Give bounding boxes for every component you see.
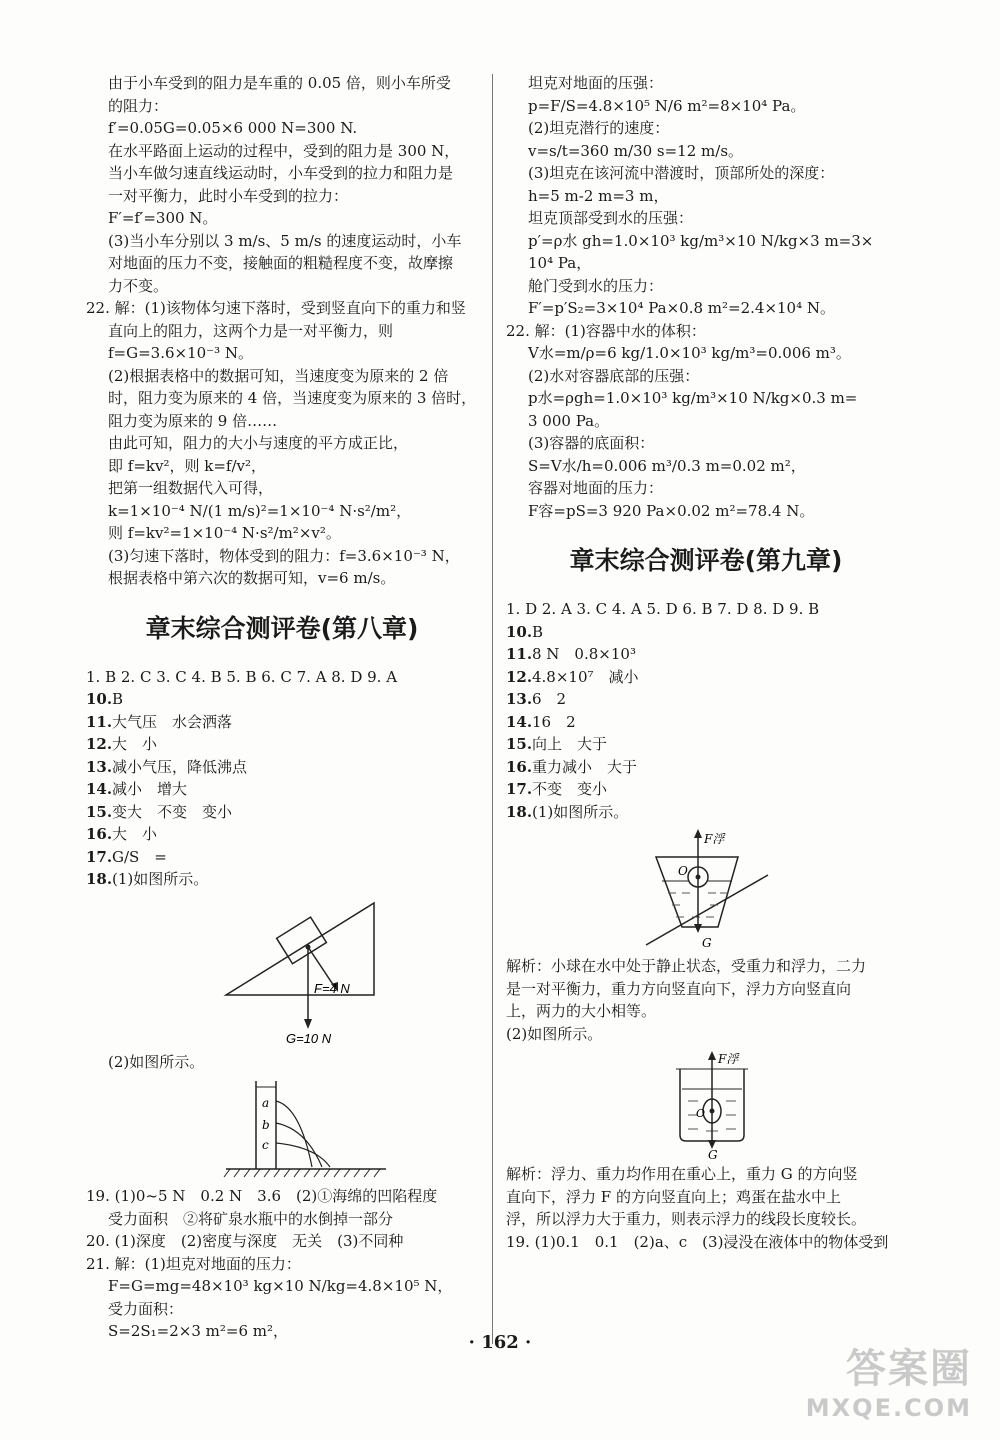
- figure-egg-in-beaker: [506, 1049, 906, 1159]
- answer-text: 16 2: [532, 712, 576, 731]
- answer-text: (1)如图所示。: [532, 802, 629, 821]
- answer-number: 10.: [506, 622, 533, 641]
- answer-text: G/S =: [112, 847, 167, 866]
- solution-line: F=G=mg=48×10³ kg×10 N/kg=4.8×10⁵ N，: [108, 1277, 453, 1295]
- solution-line: 受力面积：: [108, 1299, 184, 1318]
- answer-number: 14.: [86, 780, 113, 798]
- solution-line: 由于小车受到的阻力是车重的 0.05 倍，则小车所受: [108, 74, 451, 92]
- watermark-line1: 答案圈: [846, 1346, 972, 1392]
- analysis-1: [506, 955, 906, 1045]
- answer-number: 11.: [506, 645, 533, 663]
- analysis-line: 19. (1)0.1 0.1 (2)a、c (3)浸没在液体中的物体受到: [506, 1232, 889, 1251]
- solution-line: V水=m/ρ=6 kg/1.0×10³ kg/m³=0.006 m³。: [528, 344, 851, 362]
- solution-line: (3)当小车分别以 3 m/s、5 m/s 的速度运动时，小车: [108, 231, 462, 250]
- solution-line: 时，阻力变为原来的 4 倍，当速度变为原来的 3 倍时，: [108, 389, 477, 407]
- watermark-line2: MXQE.COM: [805, 1394, 972, 1422]
- answer-number: 16.: [506, 757, 533, 776]
- solution-line: (2)坦克潜行的速度：: [528, 119, 670, 137]
- answer-item: [506, 756, 906, 779]
- answer-item: [86, 823, 478, 846]
- hole-c-label: c: [262, 1138, 269, 1152]
- column-divider: [492, 74, 493, 1344]
- answer-item: [506, 778, 906, 801]
- page-number: · 162 ·: [468, 1332, 532, 1353]
- solution-line: 对地面的压力不变，接触面的粗糙程度不变，故摩擦: [108, 254, 454, 272]
- answer-text: 向上 大于: [532, 735, 608, 753]
- solution-line: F′=p′S₂=3×10⁴ Pa×0.8 m²=2.4×10⁴ N。: [528, 299, 836, 317]
- solution-line: 直向上的阻力，这两个力是一对平衡力，则: [108, 321, 394, 340]
- q18-part2-label: (2)如图所示。: [108, 1052, 205, 1071]
- figure-incline-block: [86, 895, 478, 1047]
- solution-line: 则 f=kv²=1×10⁻⁴ N·s²/m²×v²。: [108, 524, 341, 542]
- answer-number: 17.: [506, 780, 533, 798]
- answer-item: [86, 756, 478, 779]
- answer-text: 减小气压，降低沸点: [112, 757, 248, 776]
- force-f-label: F=4 N: [314, 980, 350, 996]
- solution-line: (2)水对容器底部的压强：: [528, 366, 700, 385]
- answer-text: B: [112, 690, 124, 708]
- answer-item: [506, 621, 906, 644]
- answer-text: 大 小: [112, 825, 158, 843]
- solution-line: h=5 m-2 m=3 m，: [528, 186, 669, 205]
- answer-number: 15.: [86, 802, 113, 821]
- answer-number: 13.: [506, 690, 533, 708]
- answer-number: 12.: [86, 735, 113, 753]
- analysis-line: 解析：浮力、重力均作用在重心上，重力 G 的方向竖: [506, 1165, 858, 1183]
- answer-item: [86, 733, 478, 756]
- solution-line: 即 f=kv²，则 k=f/v²，: [108, 456, 266, 475]
- solution-line: p′=ρ水 gh=1.0×10³ kg/m³×10 N/kg×3 m=3×: [528, 231, 874, 250]
- buoyancy-label: F浮: [704, 832, 725, 846]
- analysis-line: 浮，所以浮力大于重力，则表示浮力的线段长度较长。: [506, 1210, 867, 1228]
- solution-line: F′=f′=300 N。: [108, 209, 218, 227]
- analysis-line: 直向下，浮力 F 的方向竖直向上；鸡蛋在盐水中上: [506, 1187, 841, 1206]
- solution-line: 根据表格中第六次的数据可知，v=6 m/s。: [108, 569, 396, 587]
- solution-line: p水=ρgh=1.0×10³ kg/m³×10 N/kg×0.3 m=: [528, 389, 858, 407]
- answer-item: [86, 711, 478, 734]
- answer-number: 15.: [506, 735, 533, 753]
- solution-line: f=G=3.6×10⁻³ N。: [108, 344, 254, 362]
- figure-water-container: [86, 1077, 478, 1181]
- gravity-g-label: G: [702, 936, 712, 950]
- answer-item: [506, 688, 906, 711]
- solution-line: 21. 解：(1)坦克对地面的压力：: [86, 1254, 301, 1273]
- solution-line: 容器对地面的压力：: [528, 479, 664, 497]
- force-g-label: G=10 N: [286, 1030, 332, 1046]
- analysis-line: 上，两力的大小相等。: [506, 1002, 657, 1020]
- center-o-label: O: [678, 864, 688, 878]
- section-title-chapter9: 章末综合测评卷(第九章): [569, 546, 843, 575]
- solution-line: S=2S₁=2×3 m²=6 m²，: [108, 1322, 289, 1340]
- answers-list-chapter8: [86, 688, 478, 891]
- hole-b-label: b: [262, 1118, 270, 1132]
- answer-item: [506, 643, 906, 666]
- answer-number: 13.: [86, 757, 113, 776]
- solution-line: (2)根据表格中的数据可知，当速度变为原来的 2 倍: [108, 366, 449, 385]
- answers-list-chapter9: [506, 621, 906, 824]
- solution-line: 3 000 Pa。: [528, 411, 610, 430]
- analysis-line: (2)如图所示。: [506, 1024, 603, 1043]
- left-tail-text: [86, 1185, 478, 1343]
- answer-text: 6 2: [532, 690, 567, 708]
- solution-line: (3)匀速下落时，物体受到的阻力：f=3.6×10⁻³ N，: [108, 546, 460, 565]
- solution-line: 一对平衡力，此时小车受到的拉力：: [108, 186, 349, 205]
- answer-number: 18.: [86, 870, 113, 888]
- analysis-2: [506, 1163, 906, 1253]
- mc-answers-chapter9: 1. D 2. A 3. C 4. A 5. D 6. B 7. D 8. D 9. B: [506, 600, 820, 618]
- solution-line: 坦克对地面的压强：: [528, 74, 664, 92]
- solution-line: 把第一组数据代入可得，: [108, 479, 274, 497]
- solution-line: 受力面积 ②将矿泉水瓶中的水倒掉一部分: [108, 1209, 394, 1228]
- answer-number: 12.: [506, 667, 533, 686]
- answer-number: 17.: [86, 847, 113, 866]
- answer-item: [506, 801, 906, 824]
- answer-number: 11.: [86, 712, 113, 731]
- solution-line: 力不变。: [108, 276, 169, 295]
- solution-line: S=V水/h=0.006 m³/0.3 m=0.02 m²，: [528, 456, 806, 475]
- solution-line: F容=pS=3 920 Pa×0.02 m²=78.4 N。: [528, 501, 815, 520]
- solution-line: 坦克顶部受到水的压强：: [528, 209, 694, 227]
- solution-line: 的阻力：: [108, 96, 169, 115]
- buoyancy-label-2: F浮: [718, 1052, 739, 1066]
- solution-line: 在水平路面上运动的过程中，受到的阻力是 300 N，: [108, 141, 460, 160]
- answer-text: 不变 变小: [532, 780, 608, 798]
- solution-line: (3)坦克在该河流中潜渡时，顶部所处的深度：: [528, 164, 835, 182]
- answer-item: [506, 711, 906, 734]
- solution-line: 舱门受到水的压力：: [528, 276, 664, 295]
- answer-item: [86, 801, 478, 824]
- section-title-chapter8: 章末综合测评卷(第八章): [145, 613, 419, 643]
- answer-text: 大 小: [112, 735, 158, 753]
- hole-a-label: a: [262, 1096, 270, 1110]
- answer-number: 10.: [86, 690, 113, 708]
- solution-line: 22. 解：(1)该物体匀速下落时，受到竖直向下的重力和竖: [86, 299, 466, 317]
- answer-item: [86, 868, 478, 891]
- solution-line: 10⁴ Pa，: [528, 254, 592, 272]
- right-top-text: [506, 72, 906, 522]
- solution-line: (3)容器的底面积：: [528, 434, 655, 452]
- solution-line: 由此可知，阻力的大小与速度的平方成正比，: [108, 434, 409, 452]
- solution-line: k=1×10⁻⁴ N/(1 m/s)²=1×10⁻⁴ N·s²/m²，: [108, 501, 412, 520]
- solution-line: v=s/t=360 m/30 s=12 m/s。: [528, 141, 744, 160]
- answer-number: 18.: [506, 802, 533, 821]
- solution-line: 19. (1)0~5 N 0.2 N 3.6 (2)①海绵的凹陷程度: [86, 1187, 438, 1205]
- solution-line: 阻力变为原来的 9 倍……: [108, 411, 278, 430]
- right-column: [506, 72, 906, 1253]
- answer-text: 变大 不变 变小: [112, 802, 233, 821]
- answer-text: 4.8×10⁷ 减小: [532, 667, 639, 686]
- analysis-line: 是一对平衡力，重力方向竖直向下，浮力方向竖直向: [506, 979, 852, 998]
- answer-text: 8 N 0.8×10³: [532, 645, 636, 663]
- left-column: [86, 72, 478, 1343]
- watermark-logo: [806, 1337, 972, 1422]
- answer-text: 重力减小 大于: [532, 757, 638, 776]
- answer-number: 16.: [86, 825, 113, 843]
- answer-text: (1)如图所示。: [112, 870, 209, 888]
- gravity-g-label-2: G: [708, 1148, 718, 1159]
- answer-item: [506, 733, 906, 756]
- solution-line: 20. (1)深度 (2)密度与深度 无关 (3)不同种: [86, 1232, 404, 1250]
- solution-line: f′=0.05G=0.05×6 000 N=300 N.: [108, 119, 358, 137]
- figure-ball-in-tilted-cup: [506, 827, 906, 951]
- answer-item: [86, 688, 478, 711]
- left-top-text: [86, 72, 478, 590]
- center-o-label-2: O: [696, 1107, 706, 1120]
- answer-text: 减小 增大: [112, 780, 188, 798]
- solution-line: 当小车做匀速直线运动时，小车受到的拉力和阻力是: [108, 164, 454, 182]
- answer-item: [86, 778, 478, 801]
- answer-item: [86, 846, 478, 869]
- solution-line: p=F/S=4.8×10⁵ N/6 m²=8×10⁴ Pa。: [528, 96, 806, 115]
- answer-text: B: [532, 622, 544, 641]
- solution-line: 22. 解：(1)容器中水的体积：: [506, 321, 706, 340]
- answer-item: [506, 666, 906, 689]
- mc-answers-chapter8: 1. B 2. C 3. C 4. B 5. B 6. C 7. A 8. D 9. A: [86, 667, 398, 686]
- answer-text: 大气压 水会洒落: [112, 712, 233, 731]
- analysis-line: 解析：小球在水中处于静止状态，受重力和浮力，二力: [506, 957, 867, 975]
- answer-number: 14.: [506, 712, 533, 731]
